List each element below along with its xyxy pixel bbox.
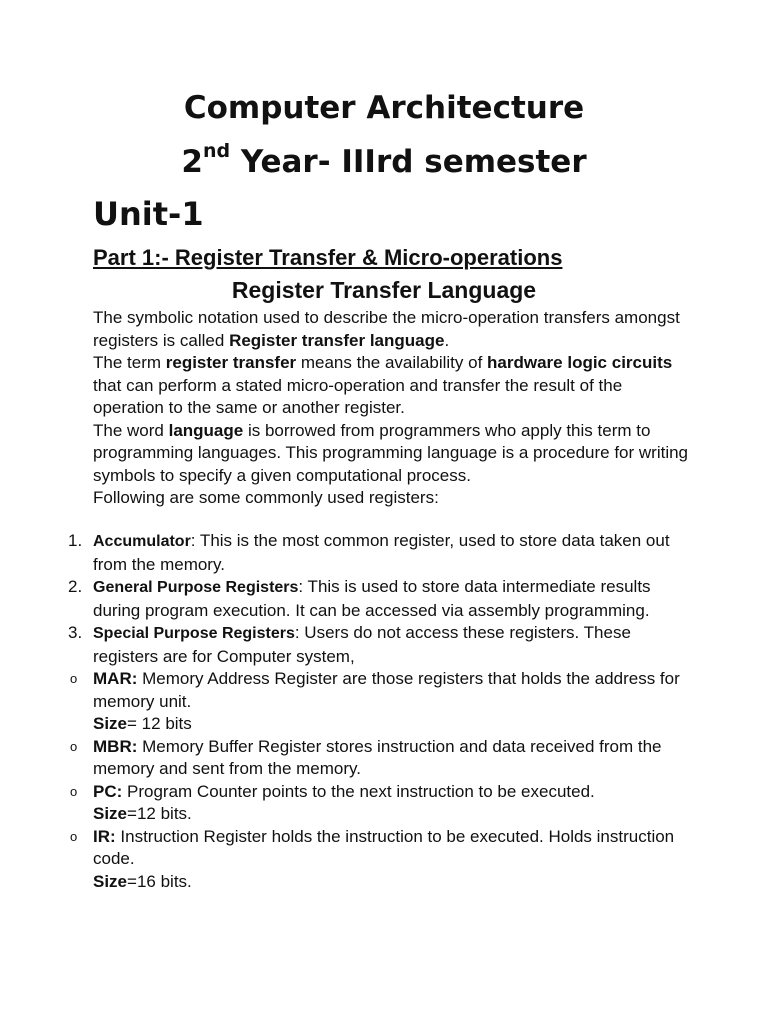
- document-subtitle: [0, 139, 768, 180]
- list-item-label: General Purpose Registers: [93, 579, 299, 596]
- list-item-label: PC:: [93, 781, 123, 801]
- subtitle-year-number: 2: [181, 144, 203, 180]
- document-title: Computer Architecture: [183, 90, 585, 126]
- size-label: Size: [93, 871, 128, 891]
- unit-heading: Unit-1: [93, 195, 204, 233]
- intro-p2-text-a: The term: [93, 353, 166, 372]
- intro-text: [93, 307, 693, 510]
- list-item-mar: [0, 668, 700, 736]
- list-item-text: : This is the most common register, used to store data taken out from the memory.: [93, 531, 670, 574]
- circle-bullet-icon: o: [70, 828, 78, 844]
- list-number: 3.: [68, 623, 83, 642]
- intro-p1-text: The symbolic notation used to describe the micro-operation transfers amongst registers is called: [93, 308, 680, 350]
- list-item-ir: [0, 826, 700, 894]
- section-heading: Register Transfer Language: [231, 277, 537, 303]
- intro-p2-text-b: means the availability of: [296, 353, 488, 372]
- intro-paragraph-2: [93, 352, 693, 420]
- intro-p1-end: .: [444, 330, 450, 350]
- part-heading: Part 1:- Register Transfer & Micro-operations: [93, 245, 563, 270]
- intro-p2-text-c: that can perform a stated micro-operation and transfer the result of the operation to the same or another register.: [93, 375, 623, 417]
- list-item-text: Memory Buffer Register stores instruction and data received from the memory and sent from the memory.: [93, 736, 662, 778]
- list-item-mbr: [0, 736, 700, 781]
- size-label: Size: [93, 804, 128, 823]
- list-item-text: : Users do not access these registers. These registers are for Computer system,: [93, 623, 631, 666]
- intro-p3-text-a: The word: [93, 420, 169, 440]
- intro-p1-bold: Register transfer language: [229, 330, 445, 350]
- list-item-label: MAR:: [93, 669, 138, 688]
- intro-paragraph-3: [93, 420, 693, 488]
- size-value: = 12 bits: [127, 714, 192, 733]
- subtitle-rest: Year- IIIrd semester: [230, 144, 587, 180]
- list-item-text: Memory Address Register are those registers that holds the address for memory unit.: [93, 669, 680, 711]
- circle-bullet-icon: o: [70, 738, 78, 754]
- subtitle-ordinal-suffix: nd: [202, 139, 231, 162]
- size-value: =12 bits.: [127, 804, 192, 823]
- list-number: 1.: [68, 531, 83, 550]
- register-list: [0, 530, 700, 893]
- list-item-text: Instruction Register holds the instruction to be executed. Holds instruction code.: [93, 826, 675, 868]
- intro-paragraph-1: [93, 307, 693, 352]
- intro-p2-bold-a: register transfer: [165, 353, 297, 372]
- intro-p3-text-b: is borrowed from programmers who apply this term to programming languages. This programming language is a procedure for writing symbols to specify a given computational process.: [93, 420, 688, 485]
- list-item-accumulator: [0, 530, 700, 576]
- list-item-special-purpose: [0, 622, 700, 668]
- intro-p2-bold-b: hardware logic circuits: [487, 353, 673, 372]
- list-item-general-purpose: [0, 576, 700, 622]
- intro-paragraph-4: Following are some commonly used registers:: [93, 488, 439, 507]
- list-number: 2.: [68, 577, 83, 596]
- size-value: =16 bits.: [127, 871, 192, 891]
- list-item-text: : This is used to store data intermediate results during program execution. It can be accessed via assembly programming.: [93, 577, 651, 620]
- list-item-label: MBR:: [93, 736, 138, 756]
- intro-p3-bold: language: [168, 420, 244, 440]
- list-item-label: IR:: [93, 826, 116, 846]
- circle-bullet-icon: o: [70, 671, 78, 686]
- list-item-label: Accumulator: [93, 533, 191, 550]
- list-item-label: Special Purpose Registers: [93, 625, 295, 642]
- list-item-text: Program Counter points to the next instruction to be executed.: [122, 781, 595, 801]
- list-item-pc: [0, 781, 700, 826]
- circle-bullet-icon: o: [70, 783, 78, 799]
- size-label: Size: [93, 714, 128, 733]
